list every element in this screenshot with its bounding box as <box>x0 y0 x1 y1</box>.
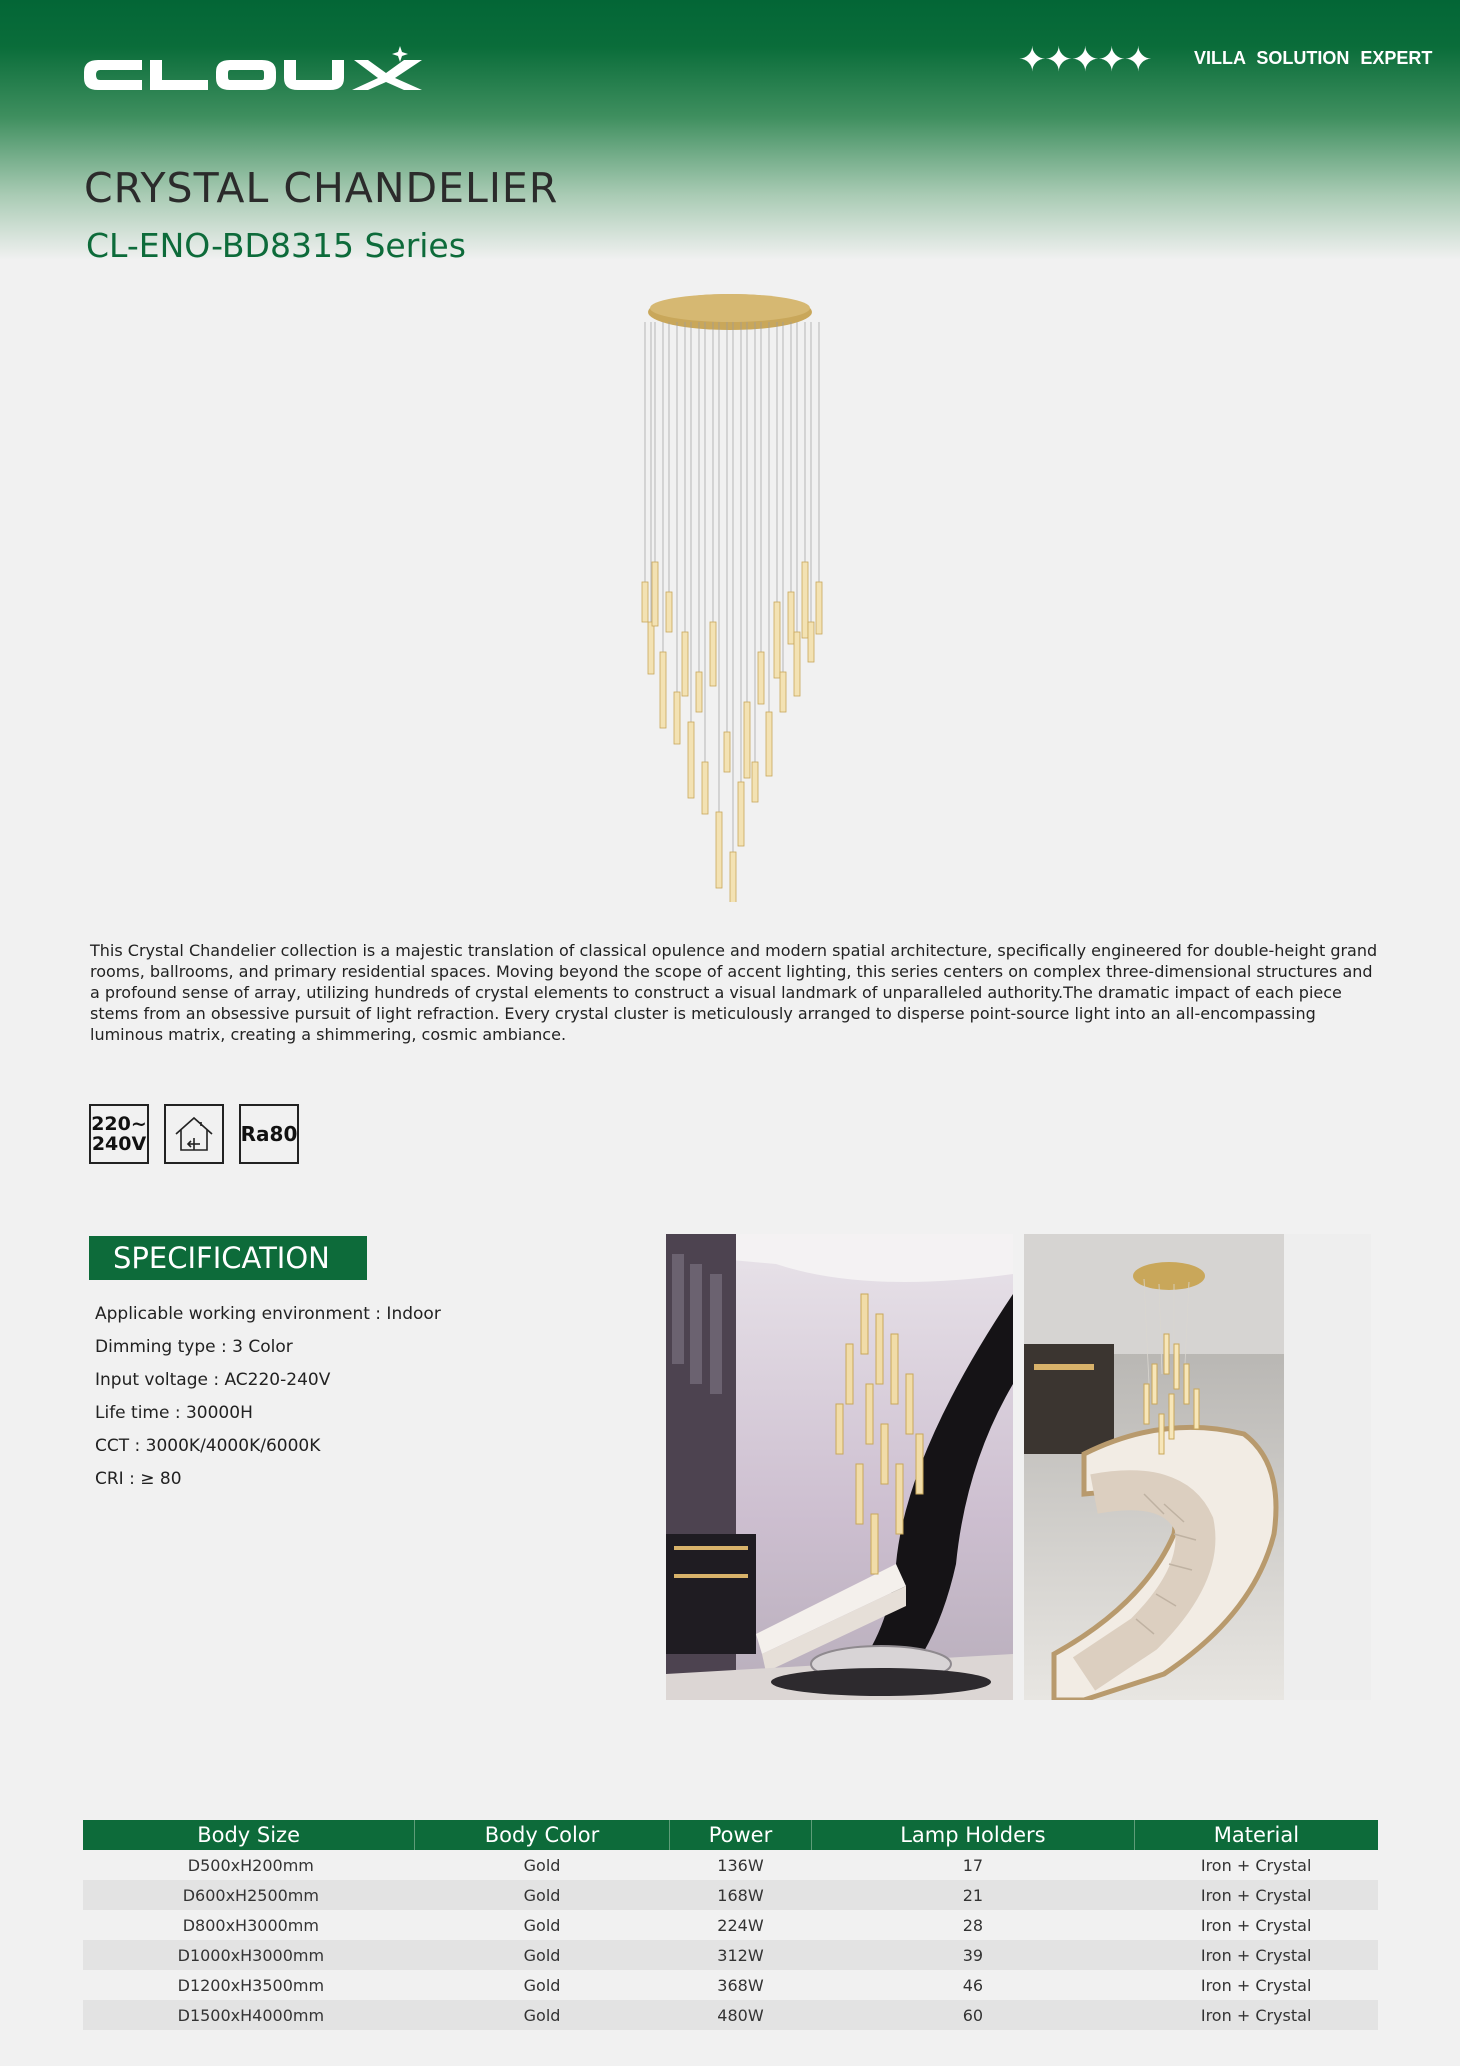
table-cell: 480W <box>669 2000 811 2030</box>
spec-input-voltage: Input voltage : AC220-240V <box>95 1370 331 1390</box>
table-row <box>83 2000 1378 2030</box>
table-cell: Iron + Crystal <box>1200 1855 1312 1875</box>
page-title: CRYSTAL CHANDELIER <box>84 164 559 212</box>
specification-list <box>95 1302 441 1500</box>
staircase-photo-2 <box>1024 1234 1371 1700</box>
tagline: VILLA SOLUTION EXPERT <box>1194 48 1433 68</box>
table-cell: Gold <box>523 1975 561 1995</box>
table-cell: 28 <box>962 1915 984 1935</box>
table-cell: Iron + Crystal <box>1134 1880 1378 1910</box>
table-row <box>83 1970 1378 2000</box>
table-cell: Gold <box>415 1940 670 1970</box>
series-subtitle: CL-ENO-BD8315 Series <box>86 226 466 265</box>
table-row <box>83 1880 1378 1910</box>
col-header-material: Material <box>1134 1820 1378 1850</box>
col-header-lamp-holders: Lamp Holders <box>812 1820 1135 1850</box>
specification-heading: SPECIFICATION <box>89 1236 367 1280</box>
table-cell: Gold <box>523 1915 561 1935</box>
table-row <box>83 1850 1378 1880</box>
col-header-body-color: Body Color <box>415 1820 670 1850</box>
indoor-badge <box>164 1104 224 1164</box>
spec-environment: Applicable working environment : Indoor <box>95 1304 441 1324</box>
chandelier-product-image <box>630 292 830 902</box>
table-cell: 136W <box>717 1855 764 1875</box>
table-cell: 17 <box>962 1855 984 1875</box>
table-cell: Iron + Crystal <box>1134 1940 1378 1970</box>
col-header-body-size: Body Size <box>83 1820 415 1850</box>
spec-dimming: Dimming type : 3 Color <box>95 1337 293 1357</box>
table-cell: Gold <box>415 2000 670 2030</box>
table-cell: 60 <box>812 2000 1135 2030</box>
table-cell: 168W <box>669 1880 811 1910</box>
spec-cri: CRI : ≥ 80 <box>95 1469 182 1489</box>
voltage-badge-line1: 220~ <box>91 1113 147 1135</box>
table-cell: 224W <box>717 1915 764 1935</box>
table-cell: Gold <box>523 1855 561 1875</box>
table-cell: Iron + Crystal <box>1200 1975 1312 1995</box>
spec-cct: CCT : 3000K/4000K/6000K <box>95 1436 321 1456</box>
product-description: This Crystal Chandelier collection is a majestic translation of classical opulence and modern spatial architecture, specifically engineered for double-height grand rooms, ballrooms, and primary residential spaces. Moving beyond the scope of accent lighting, this series centers on complex three-dimensional structures and a profound sense of array, utilizing hundreds of crystal elements to construct a visual landmark of unparalleled authority.The dramatic impact of each piece stems from an obsessive pursuit of light refraction. Every crystal cluster is meticulously arranged to disperse point-source light into an all-encompassing luminous matrix, creating a shimmering, cosmic ambiance. <box>90 941 1378 1044</box>
table-cell: Gold <box>415 1880 670 1910</box>
table-cell: 312W <box>669 1940 811 1970</box>
table-cell: D600xH2500mm <box>83 1880 415 1910</box>
indoor-house-icon <box>170 1112 218 1156</box>
table-cell: 39 <box>812 1940 1135 1970</box>
rating-stars: ✦✦✦✦✦ <box>1018 40 1151 80</box>
table-row <box>83 1910 1378 1940</box>
voltage-badge-line2: 240V <box>91 1133 147 1155</box>
table-cell: D1000xH3000mm <box>83 1940 415 1970</box>
col-header-power: Power <box>669 1820 811 1850</box>
table-row <box>83 1940 1378 1970</box>
table-cell: 46 <box>962 1975 984 1995</box>
table-cell: Iron + Crystal <box>1134 2000 1378 2030</box>
spec-table <box>83 1820 1378 2030</box>
cloux-logo <box>82 42 442 104</box>
staircase-photo-1 <box>666 1234 1013 1700</box>
table-cell: Iron + Crystal <box>1200 1915 1312 1935</box>
cri-badge: Ra80 <box>239 1104 299 1164</box>
table-cell: D800xH3000mm <box>182 1915 319 1935</box>
table-cell: 21 <box>812 1880 1135 1910</box>
table-cell: 368W <box>717 1975 764 1995</box>
spec-life-time: Life time : 30000H <box>95 1403 253 1423</box>
table-cell: D1200xH3500mm <box>177 1975 325 1995</box>
table-cell: D1500xH4000mm <box>83 2000 415 2030</box>
header-band <box>0 0 1460 260</box>
table-header-row <box>83 1820 1378 1850</box>
table-cell: D500xH200mm <box>187 1855 314 1875</box>
voltage-badge <box>89 1104 149 1164</box>
